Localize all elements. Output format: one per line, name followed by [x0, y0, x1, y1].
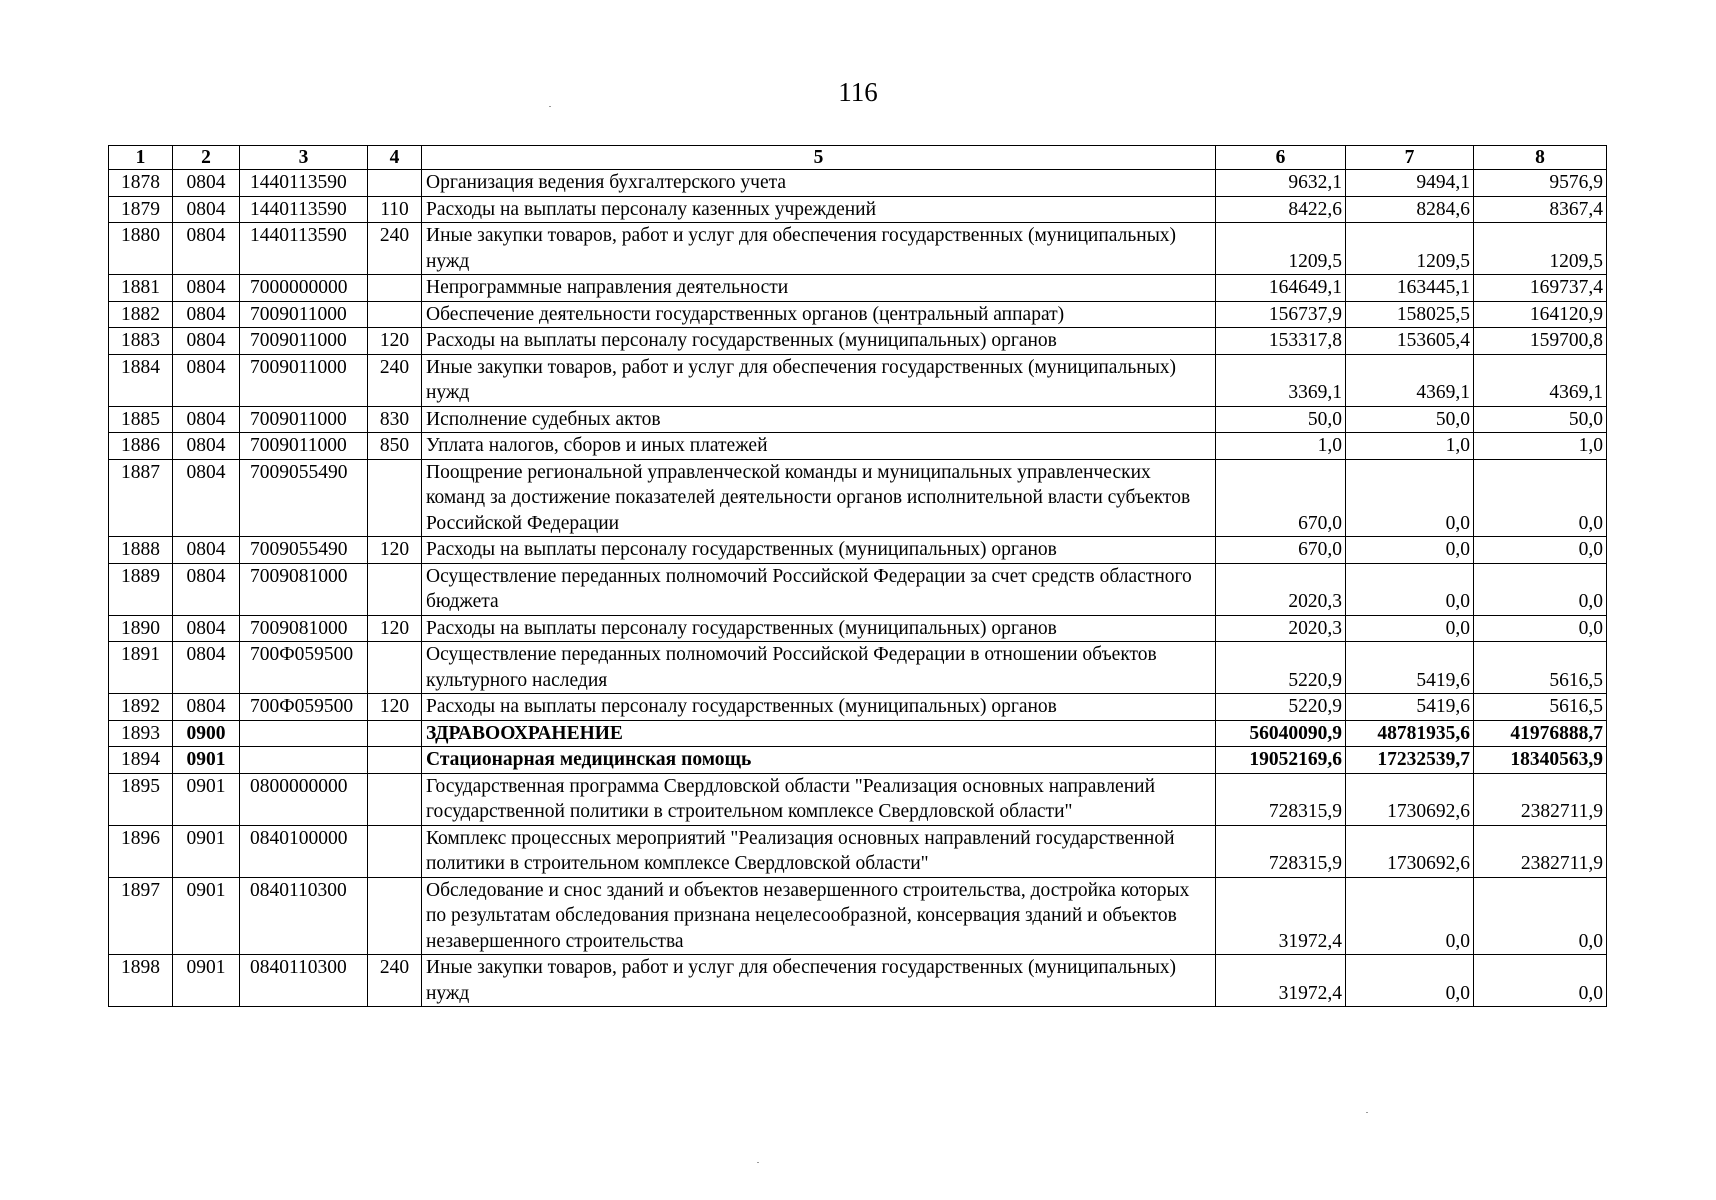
expense-type-code-cell: 120: [368, 328, 422, 355]
scan-speck: [1366, 1112, 1368, 1113]
amount-year3-cell: 1209,5: [1474, 223, 1607, 275]
item-name-cell: Непрограммные направления деятельности: [422, 275, 1216, 302]
item-name-cell: Иные закупки товаров, работ и услуг для обеспечения государственных (муниципальных) нужд: [422, 223, 1216, 275]
expense-type-code-cell: [368, 825, 422, 877]
table-row: [109, 877, 1607, 955]
expense-type-code-cell: [368, 720, 422, 747]
target-article-code-cell: 7009011000: [240, 406, 368, 433]
target-article-code-cell: 700Ф059500: [240, 642, 368, 694]
target-article-code-cell: 7009011000: [240, 328, 368, 355]
table-row: [109, 537, 1607, 564]
expense-type-code-cell: 120: [368, 537, 422, 564]
amount-year2-cell: 0,0: [1346, 615, 1474, 642]
amount-year3-cell: 164120,9: [1474, 301, 1607, 328]
amount-year3-cell: 50,0: [1474, 406, 1607, 433]
amount-year3-cell: 5616,5: [1474, 642, 1607, 694]
row-number-cell: 1889: [109, 563, 173, 615]
row-number-cell: 1882: [109, 301, 173, 328]
item-name-cell: Расходы на выплаты персоналу государственных (муниципальных) органов: [422, 694, 1216, 721]
amount-year1-cell: 670,0: [1216, 459, 1346, 537]
expense-type-code-cell: 850: [368, 433, 422, 460]
section-code-cell: 0804: [173, 563, 240, 615]
expense-type-code-cell: 120: [368, 694, 422, 721]
expense-type-code-cell: [368, 642, 422, 694]
item-name-cell: Обследование и снос зданий и объектов незавершенного строительства, достройка которых по результатам обследования признана нецелесообразной, консервация зданий и объектов незавершенного строительства: [422, 877, 1216, 955]
amount-year3-cell: 8367,4: [1474, 196, 1607, 223]
target-article-code-cell: 0840110300: [240, 955, 368, 1007]
amount-year3-cell: 0,0: [1474, 537, 1607, 564]
target-article-code-cell: 0800000000: [240, 773, 368, 825]
table-row: [109, 433, 1607, 460]
amount-year2-cell: 17232539,7: [1346, 747, 1474, 774]
table-row: [109, 275, 1607, 302]
section-code-cell: 0901: [173, 825, 240, 877]
amount-year1-cell: 19052169,6: [1216, 747, 1346, 774]
target-article-code-cell: 7000000000: [240, 275, 368, 302]
row-number-cell: 1895: [109, 773, 173, 825]
table-header-row: [109, 146, 1607, 170]
row-number-cell: 1894: [109, 747, 173, 774]
target-article-code-cell: 1440113590: [240, 196, 368, 223]
target-article-code-cell: [240, 720, 368, 747]
item-name-cell: Расходы на выплаты персоналу казенных учреждений: [422, 196, 1216, 223]
amount-year2-cell: 0,0: [1346, 563, 1474, 615]
amount-year3-cell: 5616,5: [1474, 694, 1607, 721]
table-row: [109, 825, 1607, 877]
amount-year2-cell: 158025,5: [1346, 301, 1474, 328]
amount-year2-cell: 4369,1: [1346, 354, 1474, 406]
amount-year2-cell: 0,0: [1346, 537, 1474, 564]
table-row: [109, 223, 1607, 275]
page-number: 116: [838, 77, 878, 107]
item-name-cell: Расходы на выплаты персоналу государственных (муниципальных) органов: [422, 537, 1216, 564]
col-header-6: 6: [1216, 146, 1346, 170]
target-article-code-cell: 700Ф059500: [240, 694, 368, 721]
table-row: [109, 354, 1607, 406]
item-name-cell: Поощрение региональной управленческой команды и муниципальных управленческих команд за достижение показателей деятельности органов исполнительной власти субъектов Российской Федерации: [422, 459, 1216, 537]
amount-year1-cell: 50,0: [1216, 406, 1346, 433]
row-number-cell: 1879: [109, 196, 173, 223]
amount-year1-cell: 31972,4: [1216, 955, 1346, 1007]
amount-year2-cell: 1730692,6: [1346, 825, 1474, 877]
target-article-code-cell: 7009011000: [240, 433, 368, 460]
amount-year1-cell: 5220,9: [1216, 694, 1346, 721]
scan-speck: [549, 106, 551, 107]
target-article-code-cell: 7009011000: [240, 354, 368, 406]
col-header-5: 5: [422, 146, 1216, 170]
row-number-cell: 1885: [109, 406, 173, 433]
amount-year3-cell: 2382711,9: [1474, 773, 1607, 825]
item-name-cell: Осуществление переданных полномочий Российской Федерации за счет средств областного бюджета: [422, 563, 1216, 615]
section-code-cell: 0804: [173, 459, 240, 537]
item-name-cell: Комплекс процессных мероприятий "Реализация основных направлений государственной политики в строительном комплексе Свердловской области": [422, 825, 1216, 877]
section-code-cell: 0901: [173, 955, 240, 1007]
amount-year3-cell: 18340563,9: [1474, 747, 1607, 774]
scan-speck: [757, 1162, 759, 1163]
amount-year1-cell: 670,0: [1216, 537, 1346, 564]
row-number-cell: 1888: [109, 537, 173, 564]
amount-year3-cell: 41976888,7: [1474, 720, 1607, 747]
amount-year1-cell: 5220,9: [1216, 642, 1346, 694]
amount-year2-cell: 9494,1: [1346, 170, 1474, 197]
row-number-cell: 1887: [109, 459, 173, 537]
expense-type-code-cell: [368, 877, 422, 955]
row-number-cell: 1878: [109, 170, 173, 197]
expense-type-code-cell: 240: [368, 955, 422, 1007]
target-article-code-cell: 7009081000: [240, 563, 368, 615]
section-code-cell: 0900: [173, 720, 240, 747]
amount-year2-cell: 50,0: [1346, 406, 1474, 433]
amount-year3-cell: 0,0: [1474, 877, 1607, 955]
row-number-cell: 1896: [109, 825, 173, 877]
amount-year1-cell: 164649,1: [1216, 275, 1346, 302]
target-article-code-cell: [240, 747, 368, 774]
item-name-cell: Обеспечение деятельности государственных органов (центральный аппарат): [422, 301, 1216, 328]
budget-table: [108, 145, 1607, 1007]
target-article-code-cell: 7009011000: [240, 301, 368, 328]
amount-year3-cell: 0,0: [1474, 563, 1607, 615]
expense-type-code-cell: [368, 773, 422, 825]
table-row: [109, 328, 1607, 355]
expense-type-code-cell: 240: [368, 354, 422, 406]
amount-year2-cell: 5419,6: [1346, 694, 1474, 721]
col-header-4: 4: [368, 146, 422, 170]
amount-year3-cell: 2382711,9: [1474, 825, 1607, 877]
table-row: [109, 563, 1607, 615]
row-number-cell: 1892: [109, 694, 173, 721]
table-row: [109, 301, 1607, 328]
row-number-cell: 1880: [109, 223, 173, 275]
expense-type-code-cell: 240: [368, 223, 422, 275]
amount-year3-cell: 1,0: [1474, 433, 1607, 460]
amount-year2-cell: 1209,5: [1346, 223, 1474, 275]
target-article-code-cell: 0840110300: [240, 877, 368, 955]
row-number-cell: 1890: [109, 615, 173, 642]
section-code-cell: 0804: [173, 328, 240, 355]
table-body: [109, 170, 1607, 1007]
amount-year1-cell: 9632,1: [1216, 170, 1346, 197]
target-article-code-cell: 7009055490: [240, 459, 368, 537]
amount-year3-cell: 169737,4: [1474, 275, 1607, 302]
target-article-code-cell: 7009081000: [240, 615, 368, 642]
table-row: [109, 615, 1607, 642]
expense-type-code-cell: [368, 563, 422, 615]
table-row: [109, 196, 1607, 223]
expense-type-code-cell: [368, 747, 422, 774]
col-header-8: 8: [1474, 146, 1607, 170]
amount-year1-cell: 728315,9: [1216, 773, 1346, 825]
section-code-cell: 0804: [173, 406, 240, 433]
amount-year2-cell: 48781935,6: [1346, 720, 1474, 747]
amount-year1-cell: 1,0: [1216, 433, 1346, 460]
target-article-code-cell: 1440113590: [240, 223, 368, 275]
item-name-cell: Иные закупки товаров, работ и услуг для обеспечения государственных (муниципальных) нужд: [422, 955, 1216, 1007]
amount-year2-cell: 1,0: [1346, 433, 1474, 460]
amount-year1-cell: 153317,8: [1216, 328, 1346, 355]
amount-year2-cell: 153605,4: [1346, 328, 1474, 355]
item-name-cell: Расходы на выплаты персоналу государственных (муниципальных) органов: [422, 615, 1216, 642]
section-code-cell: 0804: [173, 537, 240, 564]
table-row: [109, 170, 1607, 197]
item-name-cell: Уплата налогов, сборов и иных платежей: [422, 433, 1216, 460]
amount-year1-cell: 1209,5: [1216, 223, 1346, 275]
expense-type-code-cell: 830: [368, 406, 422, 433]
table-row: [109, 747, 1607, 774]
amount-year1-cell: 31972,4: [1216, 877, 1346, 955]
expense-type-code-cell: [368, 275, 422, 302]
amount-year2-cell: 0,0: [1346, 877, 1474, 955]
amount-year3-cell: 0,0: [1474, 615, 1607, 642]
expense-type-code-cell: [368, 301, 422, 328]
expense-type-code-cell: [368, 170, 422, 197]
amount-year1-cell: 2020,3: [1216, 563, 1346, 615]
amount-year3-cell: 0,0: [1474, 955, 1607, 1007]
amount-year2-cell: 1730692,6: [1346, 773, 1474, 825]
section-code-cell: 0901: [173, 773, 240, 825]
amount-year2-cell: 0,0: [1346, 459, 1474, 537]
row-number-cell: 1881: [109, 275, 173, 302]
amount-year2-cell: 5419,6: [1346, 642, 1474, 694]
expense-type-code-cell: [368, 459, 422, 537]
item-name-cell: Стационарная медицинская помощь: [422, 747, 1216, 774]
table-row: [109, 720, 1607, 747]
item-name-cell: Исполнение судебных актов: [422, 406, 1216, 433]
section-code-cell: 0804: [173, 433, 240, 460]
col-header-7: 7: [1346, 146, 1474, 170]
row-number-cell: 1893: [109, 720, 173, 747]
amount-year1-cell: 2020,3: [1216, 615, 1346, 642]
item-name-cell: ЗДРАВООХРАНЕНИЕ: [422, 720, 1216, 747]
table-row: [109, 694, 1607, 721]
section-code-cell: 0804: [173, 301, 240, 328]
expense-type-code-cell: 110: [368, 196, 422, 223]
item-name-cell: Организация ведения бухгалтерского учета: [422, 170, 1216, 197]
budget-table-container: [108, 145, 1607, 1007]
row-number-cell: 1891: [109, 642, 173, 694]
row-number-cell: 1883: [109, 328, 173, 355]
amount-year1-cell: 56040090,9: [1216, 720, 1346, 747]
section-code-cell: 0804: [173, 196, 240, 223]
target-article-code-cell: 1440113590: [240, 170, 368, 197]
section-code-cell: 0804: [173, 275, 240, 302]
section-code-cell: 0901: [173, 877, 240, 955]
row-number-cell: 1898: [109, 955, 173, 1007]
col-header-1: 1: [109, 146, 173, 170]
target-article-code-cell: 7009055490: [240, 537, 368, 564]
amount-year1-cell: 156737,9: [1216, 301, 1346, 328]
section-code-cell: 0804: [173, 354, 240, 406]
amount-year3-cell: 9576,9: [1474, 170, 1607, 197]
item-name-cell: Государственная программа Свердловской области "Реализация основных направлений государственной политики в строительном комплексе Свердловской области": [422, 773, 1216, 825]
target-article-code-cell: 0840100000: [240, 825, 368, 877]
row-number-cell: 1897: [109, 877, 173, 955]
section-code-cell: 0901: [173, 747, 240, 774]
table-row: [109, 459, 1607, 537]
section-code-cell: 0804: [173, 170, 240, 197]
amount-year3-cell: 159700,8: [1474, 328, 1607, 355]
row-number-cell: 1884: [109, 354, 173, 406]
amount-year1-cell: 3369,1: [1216, 354, 1346, 406]
item-name-cell: Иные закупки товаров, работ и услуг для обеспечения государственных (муниципальных) нужд: [422, 354, 1216, 406]
amount-year2-cell: 0,0: [1346, 955, 1474, 1007]
item-name-cell: Осуществление переданных полномочий Российской Федерации в отношении объектов культурного наследия: [422, 642, 1216, 694]
table-row: [109, 406, 1607, 433]
section-code-cell: 0804: [173, 223, 240, 275]
table-row: [109, 642, 1607, 694]
amount-year2-cell: 8284,6: [1346, 196, 1474, 223]
amount-year3-cell: 4369,1: [1474, 354, 1607, 406]
table-row: [109, 773, 1607, 825]
col-header-3: 3: [240, 146, 368, 170]
section-code-cell: 0804: [173, 615, 240, 642]
row-number-cell: 1886: [109, 433, 173, 460]
amount-year1-cell: 728315,9: [1216, 825, 1346, 877]
amount-year3-cell: 0,0: [1474, 459, 1607, 537]
item-name-cell: Расходы на выплаты персоналу государственных (муниципальных) органов: [422, 328, 1216, 355]
amount-year2-cell: 163445,1: [1346, 275, 1474, 302]
col-header-2: 2: [173, 146, 240, 170]
table-row: [109, 955, 1607, 1007]
section-code-cell: 0804: [173, 694, 240, 721]
section-code-cell: 0804: [173, 642, 240, 694]
expense-type-code-cell: 120: [368, 615, 422, 642]
amount-year1-cell: 8422,6: [1216, 196, 1346, 223]
